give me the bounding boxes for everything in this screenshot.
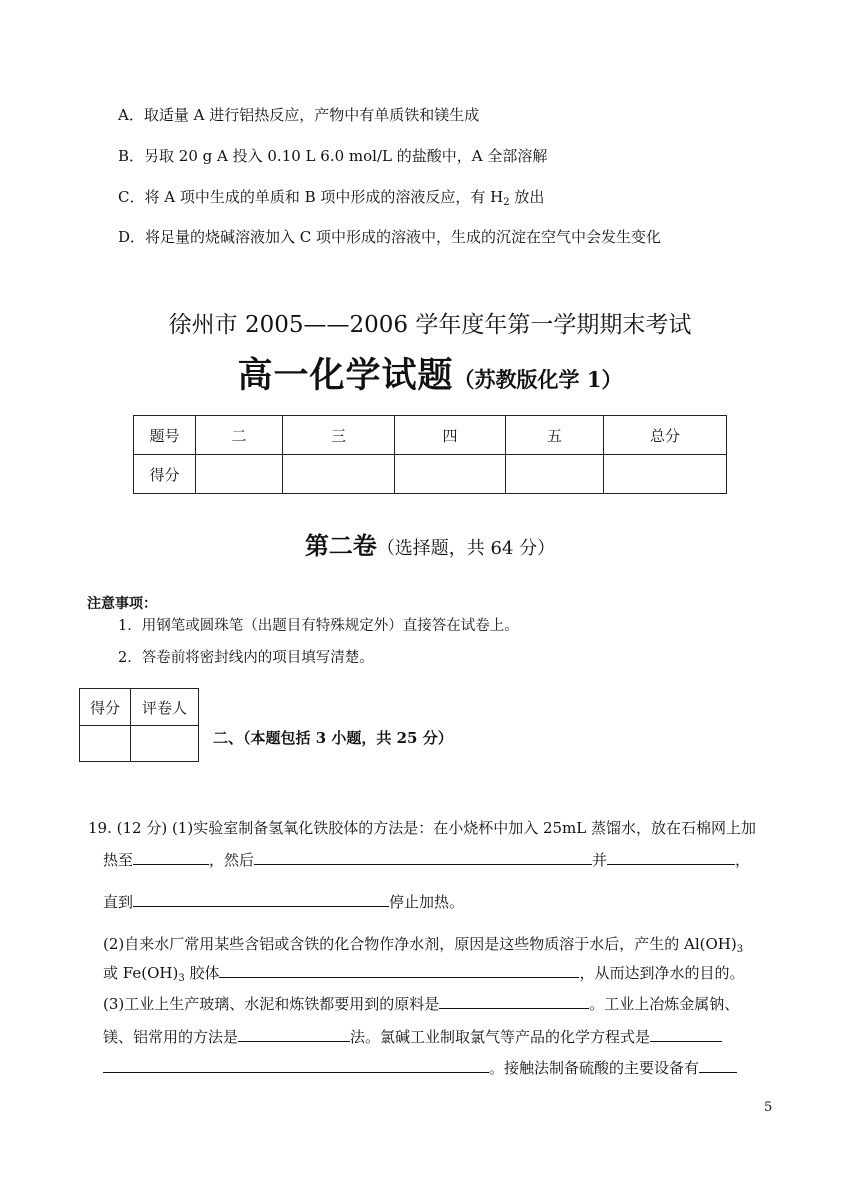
- subscript: 3: [178, 973, 185, 984]
- option-letter: D．: [118, 228, 146, 246]
- q19-text: 镁、铝常用的方法是: [103, 1028, 239, 1046]
- grader-score-label: 得分: [80, 689, 131, 726]
- option-letter: C．: [118, 188, 145, 206]
- score-cell[interactable]: [506, 455, 604, 494]
- exam-title: 徐州市 2005——2006 学年度年第一学期期末考试: [168, 312, 692, 338]
- q19-text: 并: [592, 851, 608, 869]
- score-header-cell: 四: [395, 416, 506, 455]
- q19-text: 停止加热。: [389, 893, 465, 911]
- q19-line-1: 19. (12 分) (1)实验室制备氢氧化铁胶体的方法是：在小烧杯中加入 25mL 蒸馏水，放在石棉网上加: [88, 819, 757, 837]
- option-text: 另取 20 g A 投入 0.10 L 6.0 mol/L 的盐酸中，A 全部溶解: [144, 147, 548, 165]
- score-table: [133, 415, 727, 494]
- subject-title-suffix: （苏教版化学 1）: [453, 367, 623, 392]
- q19-text: 法。氯碱工业制取氯气等产品的化学方程式是: [350, 1028, 651, 1046]
- q19-text: 热至: [103, 851, 134, 869]
- score-header-cell: 三: [283, 416, 395, 455]
- q19-text: ，: [735, 851, 751, 869]
- grader-label: 评卷人: [131, 689, 199, 726]
- score-table-header-row: [134, 416, 727, 455]
- q19-text: 。接触法制备硫酸的主要设备有: [489, 1059, 700, 1077]
- option-text: 取适量 A 进行铝热反应，产物中有单质铁和镁生成: [143, 106, 480, 124]
- answer-blank[interactable]: [650, 1027, 722, 1042]
- option-text: 将 A 项中生成的单质和 B 项中形成的溶液反应，有 H: [144, 188, 504, 206]
- option-text-end: 放出: [509, 188, 545, 206]
- grader-box: [79, 688, 199, 762]
- volume-title: [0, 526, 860, 561]
- option-d: [118, 226, 661, 247]
- score-row-label: 得分: [134, 455, 196, 494]
- note-item: 1．用钢笔或圆珠笔（出题目有特殊规定外）直接答在试卷上。: [118, 618, 519, 634]
- volume-title-main: 第二卷: [304, 531, 377, 560]
- q19-text: (3)工业上生产玻璃、水泥和炼铁都要用到的原料是: [103, 995, 440, 1013]
- option-letter: B．: [118, 147, 145, 165]
- answer-blank[interactable]: [133, 892, 389, 907]
- q19-line-8: [103, 1057, 737, 1078]
- q19-line-4: [103, 933, 743, 955]
- score-cell[interactable]: [395, 455, 506, 494]
- q19-line-3: [103, 891, 464, 912]
- score-header-cell: 题号: [134, 416, 196, 455]
- answer-blank[interactable]: [699, 1058, 737, 1073]
- score-header-cell: 五: [506, 416, 604, 455]
- notes-heading: 注意事项：: [87, 596, 157, 612]
- option-a: [118, 104, 479, 125]
- part-two-heading: 二、（本题包括 3 小题，共 25 分）: [213, 729, 453, 747]
- answer-blank[interactable]: [238, 1027, 350, 1042]
- q19-text: (2)自来水厂常用某些含铝或含铁的化合物作净水剂，原因是这些物质溶于水后，产生的 Al(OH): [103, 935, 737, 953]
- answer-blank[interactable]: [219, 963, 579, 978]
- score-header-cell: 总分: [604, 416, 727, 455]
- option-text: 将足量的烧碱溶液加入 C 项中形成的溶液中，生成的沉淀在空气中会发生变化: [145, 228, 662, 246]
- q19-line-6: [103, 993, 739, 1014]
- q19-text: 直到: [103, 893, 134, 911]
- answer-blank[interactable]: [103, 1058, 489, 1073]
- subject-title: [0, 348, 860, 398]
- score-cell[interactable]: [604, 455, 727, 494]
- q19-text: ，然后: [209, 851, 255, 869]
- grader-score-cell[interactable]: [80, 726, 131, 762]
- option-b: [118, 145, 547, 166]
- score-table-score-row: [134, 455, 727, 494]
- page-number: 5: [764, 1100, 773, 1115]
- subscript: 2: [503, 197, 510, 208]
- q19-text: 胶体: [184, 964, 220, 982]
- answer-blank[interactable]: [254, 850, 592, 865]
- q19-line-2: [103, 849, 750, 870]
- q19-text: ，从而达到净水的目的。: [579, 964, 745, 982]
- grader-name-cell[interactable]: [131, 726, 199, 762]
- note-item: 2．答卷前将密封线内的项目填写清楚。: [118, 650, 374, 666]
- answer-blank[interactable]: [133, 850, 209, 865]
- q19-text: 或 Fe(OH): [103, 964, 179, 982]
- q19-line-7: [103, 1026, 722, 1047]
- answer-blank[interactable]: [439, 994, 589, 1009]
- score-cell[interactable]: [283, 455, 395, 494]
- score-cell[interactable]: [196, 455, 283, 494]
- option-letter: A．: [118, 106, 144, 124]
- option-c: [118, 186, 544, 208]
- answer-blank[interactable]: [607, 850, 735, 865]
- q19-line-5: [103, 962, 745, 984]
- subscript: 3: [736, 944, 744, 955]
- subject-title-main: 高一化学试题: [237, 355, 454, 396]
- q19-text: 。工业上冶炼金属钠、: [589, 995, 740, 1013]
- volume-subtitle: （选择题，共 64 分）: [376, 538, 556, 559]
- score-header-cell: 二: [196, 416, 283, 455]
